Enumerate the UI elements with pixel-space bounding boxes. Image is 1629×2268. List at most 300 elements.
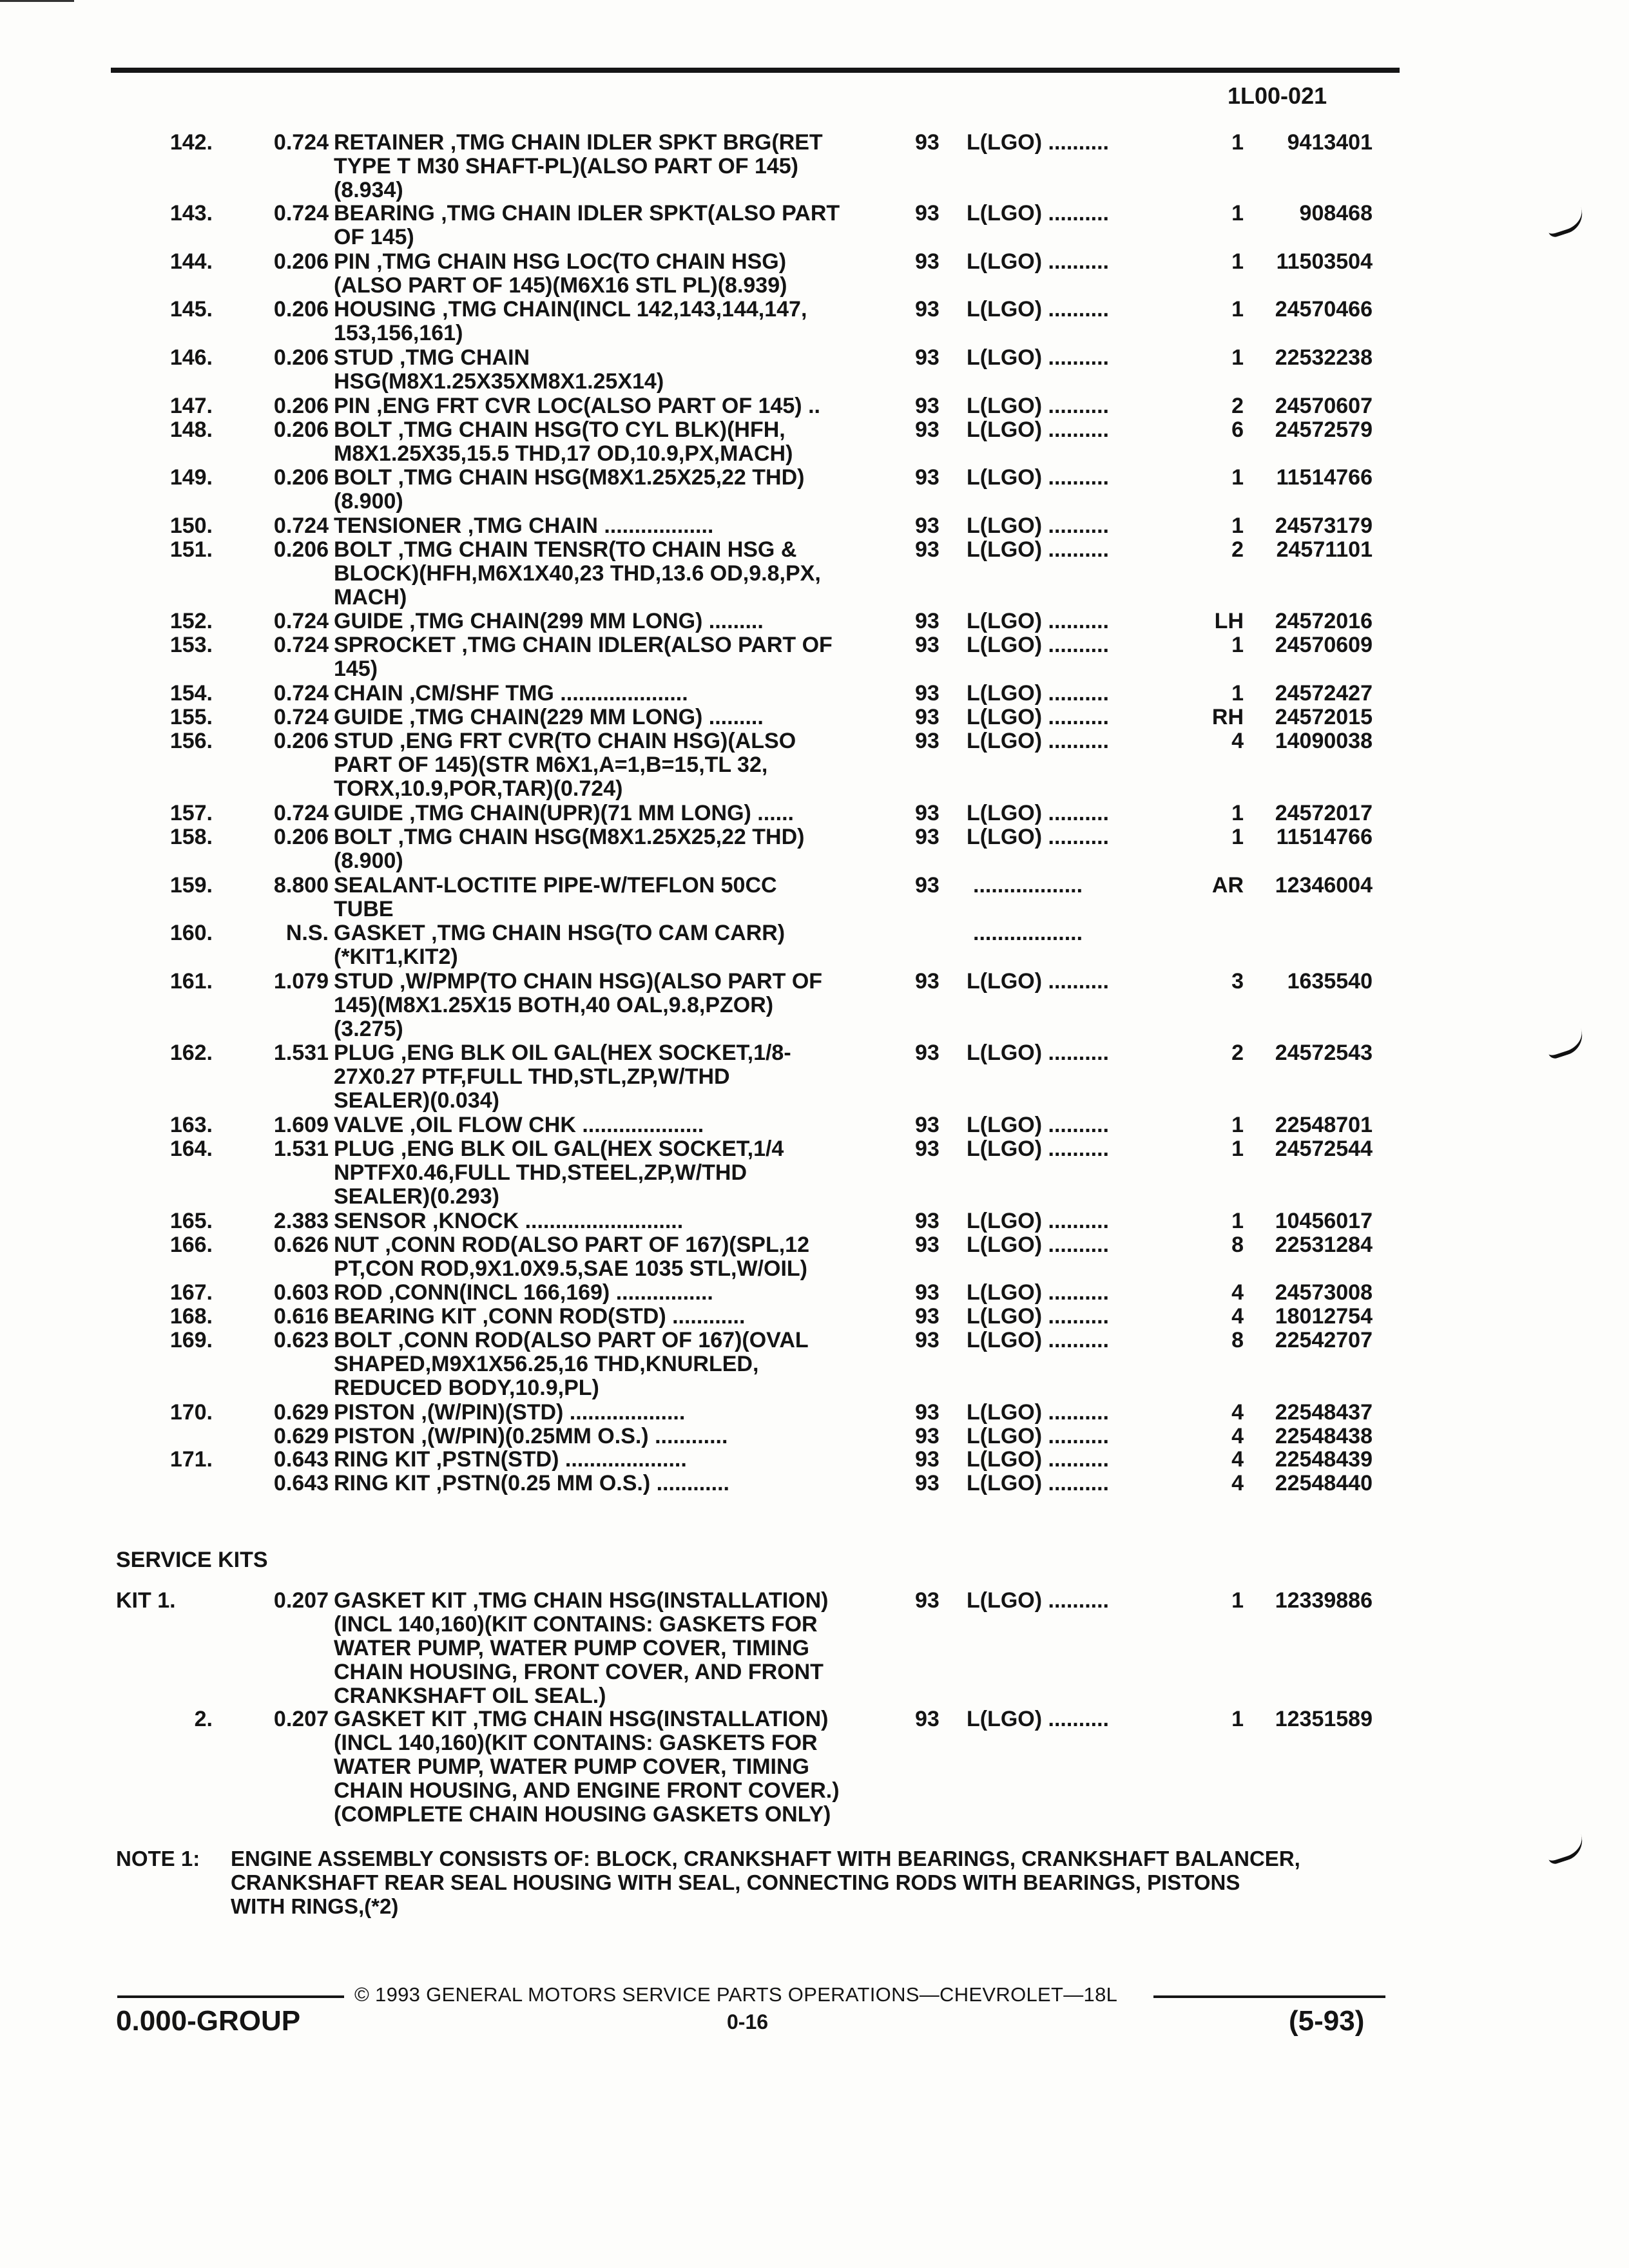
part-number: 9413401 <box>1287 130 1373 155</box>
description-line: 145)(M8X1.25X15 BOTH,40 OAL,9.8,PZOR) <box>334 993 774 1017</box>
quantity: RH <box>1211 705 1244 729</box>
item-number: 162. <box>169 1041 213 1065</box>
description-line: SENSOR ,KNOCK .......................... <box>334 1209 684 1233</box>
model-year: 93 <box>915 873 940 898</box>
item-number: 169. <box>169 1328 213 1352</box>
footer-rule-right <box>1153 1995 1385 1998</box>
item-number: 151. <box>169 537 213 562</box>
engine-code: L(LGO) .......... <box>967 1447 1109 1472</box>
part-number: 11514766 <box>1276 465 1373 490</box>
quantity: 8 <box>1231 1233 1244 1257</box>
engine-code: L(LGO) .......... <box>967 1209 1109 1233</box>
group-code-value: 8.800 <box>273 873 329 898</box>
quantity: 1 <box>1231 465 1244 490</box>
engine-code: L(LGO) .......... <box>967 1113 1109 1137</box>
model-year: 93 <box>915 1447 940 1472</box>
item-number: 155. <box>169 705 213 729</box>
description-line: PISTON ,(W/PIN)(0.25MM O.S.) ............ <box>334 1424 728 1448</box>
model-year: 93 <box>915 1400 940 1425</box>
description-line: CHAIN ,CM/SHF TMG ..................... <box>334 681 688 706</box>
description-line: GUIDE ,TMG CHAIN(299 MM LONG) ......... <box>334 609 764 633</box>
quantity: 8 <box>1231 1328 1244 1352</box>
revision-date: (5-93) <box>1289 2005 1365 2037</box>
part-number: 24572544 <box>1275 1137 1373 1161</box>
part-number: 12339886 <box>1275 1588 1373 1613</box>
engine-code: L(LGO) .......... <box>967 345 1109 370</box>
group-code-value: 0.206 <box>273 249 329 274</box>
quantity: LH <box>1214 609 1244 633</box>
description <box>334 131 823 202</box>
quantity: 4 <box>1231 1447 1244 1472</box>
description <box>334 970 822 1041</box>
description-line: VALVE ,OIL FLOW CHK .................... <box>334 1113 704 1137</box>
model-year: 93 <box>915 1209 940 1233</box>
item-number: 147. <box>169 394 213 418</box>
engine-code: L(LGO) .......... <box>967 1707 1109 1731</box>
group-code-value: N.S. <box>285 921 329 945</box>
quantity: 1 <box>1231 681 1244 706</box>
engine-code: L(LGO) .......... <box>967 297 1109 322</box>
group-code: 0.000-GROUP <box>116 2005 301 2037</box>
item-number: 144. <box>169 249 213 274</box>
part-number: 18012754 <box>1275 1304 1373 1329</box>
model-year: 93 <box>915 1588 940 1613</box>
description-line: 27X0.27 PTF,FULL THD,STL,ZP,W/THD <box>334 1064 730 1089</box>
description-line: (8.934) <box>334 178 403 202</box>
item-number: 146. <box>169 345 213 370</box>
description-line: CRANKSHAFT OIL SEAL.) <box>334 1684 606 1708</box>
part-number: 14090038 <box>1275 729 1373 753</box>
description-line: HOUSING ,TMG CHAIN(INCL 142,143,144,147, <box>334 297 807 322</box>
model-year: 93 <box>915 825 940 849</box>
part-number: 12346004 <box>1275 873 1373 898</box>
item-number: 152. <box>169 609 213 633</box>
description <box>334 1041 791 1113</box>
description-line: GASKET ,TMG CHAIN HSG(TO CAM CARR) <box>334 921 786 945</box>
description <box>334 1113 704 1137</box>
description <box>334 1305 745 1329</box>
description-line: GASKET KIT ,TMG CHAIN HSG(INSTALLATION) <box>334 1707 829 1731</box>
kit-number: KIT 1. <box>116 1588 176 1613</box>
description-line: BOLT ,TMG CHAIN HSG(M8X1.25X25,22 THD) <box>334 825 805 849</box>
model-year: 93 <box>915 1328 940 1352</box>
model-year: 93 <box>915 1424 940 1448</box>
group-code-value: 0.724 <box>273 201 329 226</box>
description-line: PLUG ,ENG BLK OIL GAL(HEX SOCKET,1/8- <box>334 1041 791 1065</box>
model-year: 93 <box>915 1304 940 1329</box>
part-number: 908468 <box>1299 201 1373 226</box>
item-number: 142. <box>169 130 213 155</box>
description <box>334 1401 685 1425</box>
quantity: AR <box>1211 873 1244 898</box>
description-line: (ALSO PART OF 145)(M6X16 STL PL)(8.939) <box>334 273 787 298</box>
description-line: TYPE T M30 SHAFT-PL)(ALSO PART OF 145) <box>334 154 798 178</box>
description-line: GASKET KIT ,TMG CHAIN HSG(INSTALLATION) <box>334 1588 829 1613</box>
description-line: HSG(M8X1.25X35XM8X1.25X14) <box>334 369 664 394</box>
group-code-value: 0.724 <box>273 514 329 538</box>
model-year: 93 <box>915 514 940 538</box>
engine-code: L(LGO) .......... <box>967 1280 1109 1305</box>
note-label: NOTE 1: <box>116 1847 200 1870</box>
description-line: (*KIT1,KIT2) <box>334 945 458 969</box>
description <box>334 874 777 921</box>
description-line: RETAINER ,TMG CHAIN IDLER SPKT BRG(RET <box>334 130 823 155</box>
quantity: 4 <box>1231 1424 1244 1448</box>
description-line: TUBE <box>334 897 394 921</box>
description <box>334 1281 713 1305</box>
item-number: 150. <box>169 514 213 538</box>
description <box>334 202 840 249</box>
description-line: STUD ,W/PMP(TO CHAIN HSG)(ALSO PART OF <box>334 969 823 994</box>
item-number: 148. <box>169 418 213 442</box>
note-line: ENGINE ASSEMBLY CONSISTS OF: BLOCK, CRANKSHAFT WITH BEARINGS, CRANKSHAFT BALANCER, <box>231 1847 1300 1870</box>
group-code-value: 0.626 <box>273 1233 329 1257</box>
group-code-value: 0.643 <box>273 1471 329 1495</box>
description-line: PIN ,ENG FRT CVR LOC(ALSO PART OF 145) .. <box>334 394 820 418</box>
group-code-value: 0.643 <box>273 1447 329 1472</box>
description-line: BOLT ,TMG CHAIN HSG(TO CYL BLK)(HFH, <box>334 418 786 442</box>
engine-code: L(LGO) .......... <box>967 1304 1109 1329</box>
quantity: 1 <box>1231 825 1244 849</box>
description-line: MACH) <box>334 585 407 610</box>
part-number: 24570466 <box>1275 297 1373 322</box>
quantity: 1 <box>1231 297 1244 322</box>
engine-code: L(LGO) .......... <box>967 729 1109 753</box>
model-year: 93 <box>915 705 940 729</box>
description <box>334 825 805 873</box>
description-line: PISTON ,(W/PIN)(STD) ................... <box>334 1400 686 1425</box>
group-code-value: 0.206 <box>273 345 329 370</box>
part-number: 22548701 <box>1275 1113 1373 1137</box>
note-text <box>231 1847 1300 1918</box>
group-code-value: 0.603 <box>273 1280 329 1305</box>
group-code-value: 0.206 <box>273 729 329 753</box>
item-number: 167. <box>169 1280 213 1305</box>
description-line: WATER PUMP, WATER PUMP COVER, TIMING <box>334 1754 809 1779</box>
group-code-value: 0.206 <box>273 297 329 322</box>
description-line: ROD ,CONN(INCL 166,169) ................ <box>334 1280 713 1305</box>
group-code-value: 0.724 <box>273 633 329 657</box>
item-number: 165. <box>169 1209 213 1233</box>
model-year: 93 <box>915 681 940 706</box>
group-code-value: 0.623 <box>273 1328 329 1352</box>
quantity: 4 <box>1231 1304 1244 1329</box>
model-year: 93 <box>915 1471 940 1495</box>
item-number: 168. <box>169 1304 213 1329</box>
description-line: STUD ,TMG CHAIN <box>334 345 530 370</box>
group-code-value: 0.724 <box>273 609 329 633</box>
group-code-value: 1.609 <box>273 1113 329 1137</box>
model-year: 93 <box>915 394 940 418</box>
quantity: 1 <box>1231 130 1244 155</box>
description-line: SEALER)(0.293) <box>334 1184 499 1209</box>
group-code-value: 0.206 <box>273 418 329 442</box>
description <box>334 1209 683 1233</box>
description-line: REDUCED BODY,10.9,PL) <box>334 1376 599 1400</box>
part-number: 24570607 <box>1275 394 1373 418</box>
quantity: 1 <box>1231 249 1244 274</box>
part-number: 24573008 <box>1275 1280 1373 1305</box>
model-year: 93 <box>915 1137 940 1161</box>
model-year: 93 <box>915 1707 940 1731</box>
quantity: 2 <box>1231 537 1244 562</box>
model-year: 93 <box>915 801 940 825</box>
description-line: NPTFX0.46,FULL THD,STEEL,ZP,W/THD <box>334 1160 747 1185</box>
quantity: 1 <box>1231 1588 1244 1613</box>
group-code-value: 0.206 <box>273 537 329 562</box>
part-number: 1635540 <box>1287 969 1373 994</box>
description-line: BEARING KIT ,CONN ROD(STD) ............ <box>334 1304 746 1329</box>
page-code: 1L00-021 <box>1228 82 1327 109</box>
group-code-value: 1.079 <box>273 969 329 994</box>
model-year: 93 <box>915 418 940 442</box>
quantity: 4 <box>1231 1280 1244 1305</box>
model-year: 93 <box>915 537 940 562</box>
part-number: 24572579 <box>1275 418 1373 442</box>
engine-code: .................. <box>973 873 1083 898</box>
engine-code: L(LGO) .......... <box>967 1328 1109 1352</box>
quantity: 4 <box>1231 729 1244 753</box>
description <box>334 1448 687 1472</box>
engine-code: L(LGO) .......... <box>967 1041 1109 1065</box>
description-line: (INCL 140,160)(KIT CONTAINS: GASKETS FOR <box>334 1612 818 1637</box>
part-number: 10456017 <box>1275 1209 1373 1233</box>
description-line: GUIDE ,TMG CHAIN(229 MM LONG) ......... <box>334 705 764 729</box>
description-line: CHAIN HOUSING, FRONT COVER, AND FRONT <box>334 1660 824 1684</box>
description-line: BEARING ,TMG CHAIN IDLER SPKT(ALSO PART <box>334 201 840 226</box>
description <box>334 466 805 514</box>
group-code-value: 1.531 <box>273 1041 329 1065</box>
service-kits-heading: SERVICE KITS <box>116 1548 268 1572</box>
description-line: WATER PUMP, WATER PUMP COVER, TIMING <box>334 1636 809 1660</box>
description-line: RING KIT ,PSTN(STD) .................... <box>334 1447 687 1472</box>
item-number: 156. <box>169 729 213 753</box>
group-code-value: 0.207 <box>273 1707 329 1731</box>
model-year: 93 <box>915 969 940 994</box>
engine-code: L(LGO) .......... <box>967 1471 1109 1495</box>
description <box>334 1233 809 1281</box>
description <box>334 729 796 801</box>
group-code-value: 0.206 <box>273 825 329 849</box>
part-number: 24572015 <box>1275 705 1373 729</box>
description <box>334 298 807 345</box>
item-number: 164. <box>169 1137 213 1161</box>
description-line: NUT ,CONN ROD(ALSO PART OF 167)(SPL,12 <box>334 1233 809 1257</box>
engine-code: L(LGO) .......... <box>967 514 1109 538</box>
engine-code: L(LGO) .......... <box>967 1233 1109 1257</box>
item-number: 145. <box>169 297 213 322</box>
engine-code: L(LGO) .......... <box>967 201 1109 226</box>
group-code-value: 1.531 <box>273 1137 329 1161</box>
engine-code: L(LGO) .......... <box>967 465 1109 490</box>
description-line: SPROCKET ,TMG CHAIN IDLER(ALSO PART OF <box>334 633 833 657</box>
engine-code: L(LGO) .......... <box>967 394 1109 418</box>
item-number: 143. <box>169 201 213 226</box>
engine-code: L(LGO) .......... <box>967 801 1109 825</box>
description-line: BOLT ,TMG CHAIN TENSR(TO CHAIN HSG & <box>334 537 797 562</box>
item-number: 171. <box>169 1447 213 1472</box>
quantity: 1 <box>1231 1707 1244 1731</box>
description-line: (INCL 140,160)(KIT CONTAINS: GASKETS FOR <box>334 1731 818 1755</box>
part-number: 22531284 <box>1275 1233 1373 1257</box>
description <box>334 250 787 298</box>
note-line: CRANKSHAFT REAR SEAL HOUSING WITH SEAL, CONNECTING RODS WITH BEARINGS, PISTONS <box>231 1870 1240 1894</box>
item-number: 149. <box>169 465 213 490</box>
description-line: (8.900) <box>334 849 403 873</box>
quantity: 1 <box>1231 1113 1244 1137</box>
group-code-value: 0.616 <box>273 1304 329 1329</box>
description-line: BOLT ,TMG CHAIN HSG(M8X1.25X25,22 THD) <box>334 465 805 490</box>
engine-code: L(LGO) .......... <box>967 609 1109 633</box>
model-year: 93 <box>915 729 940 753</box>
engine-code: L(LGO) .......... <box>967 633 1109 657</box>
group-code-value: 0.724 <box>273 681 329 706</box>
part-number: 24572427 <box>1275 681 1373 706</box>
description-line: SHAPED,M9X1X56.25,16 THD,KNURLED, <box>334 1352 759 1376</box>
note-line: WITH RINGS,(*2) <box>231 1894 399 1918</box>
description-line: BOLT ,CONN ROD(ALSO PART OF 167)(OVAL <box>334 1328 809 1352</box>
quantity: 3 <box>1231 969 1244 994</box>
engine-code: L(LGO) .......... <box>967 418 1109 442</box>
item-number: 160. <box>169 921 213 945</box>
engine-code: L(LGO) .......... <box>967 537 1109 562</box>
description-line: CHAIN HOUSING, AND ENGINE FRONT COVER.) <box>334 1778 840 1803</box>
part-number: 24573179 <box>1275 514 1373 538</box>
description <box>334 346 664 394</box>
model-year: 93 <box>915 1041 940 1065</box>
description-line: PLUG ,ENG BLK OIL GAL(HEX SOCKET,1/4 <box>334 1137 784 1161</box>
part-number: 24572543 <box>1275 1041 1373 1065</box>
model-year: 93 <box>915 465 940 490</box>
part-number: 22548438 <box>1275 1424 1373 1448</box>
engine-code: .................. <box>973 921 1083 945</box>
item-number: 170. <box>169 1400 213 1425</box>
part-number: 11514766 <box>1276 825 1373 849</box>
model-year: 93 <box>915 201 940 226</box>
part-number: 24572017 <box>1275 801 1373 825</box>
group-code-value: 0.724 <box>273 705 329 729</box>
quantity: 1 <box>1231 514 1244 538</box>
quantity: 1 <box>1231 1209 1244 1233</box>
group-code-value: 0.206 <box>273 394 329 418</box>
item-number: 154. <box>169 681 213 706</box>
quantity: 6 <box>1231 418 1244 442</box>
quantity: 1 <box>1231 633 1244 657</box>
engine-code: L(LGO) .......... <box>967 705 1109 729</box>
description-line: TORX,10.9,POR,TAR)(0.724) <box>334 776 623 801</box>
item-number: 161. <box>169 969 213 994</box>
description <box>334 514 713 538</box>
description-line: 145) <box>334 657 378 681</box>
quantity: 1 <box>1231 201 1244 226</box>
item-number: 157. <box>169 801 213 825</box>
item-number: 153. <box>169 633 213 657</box>
model-year: 93 <box>915 249 940 274</box>
part-number: 12351589 <box>1275 1707 1373 1731</box>
part-number: 22548437 <box>1275 1400 1373 1425</box>
model-year: 93 <box>915 633 940 657</box>
description-line: OF 145) <box>334 225 414 249</box>
description-line: STUD ,ENG FRT CVR(TO CHAIN HSG)(ALSO <box>334 729 796 753</box>
description <box>334 802 794 825</box>
quantity: 1 <box>1231 1137 1244 1161</box>
description <box>334 418 793 466</box>
description-line: TENSIONER ,TMG CHAIN .................. <box>334 514 714 538</box>
engine-code: L(LGO) .......... <box>967 969 1109 994</box>
group-code-value: 0.724 <box>273 130 329 155</box>
description <box>334 1472 729 1495</box>
engine-code: L(LGO) .......... <box>967 130 1109 155</box>
description-line: BLOCK)(HFH,M6X1X40,23 THD,13.6 OD,9.8,PX, <box>334 561 821 586</box>
model-year: 93 <box>915 1280 940 1305</box>
item-number: 159. <box>169 873 213 898</box>
engine-code: L(LGO) .......... <box>967 681 1109 706</box>
description-line: SEALER)(0.034) <box>334 1088 499 1113</box>
copyright-text: © 1993 GENERAL MOTORS SERVICE PARTS OPERATIONS—CHEVROLET—18L <box>354 1983 1118 2006</box>
description <box>334 682 688 706</box>
description <box>334 394 820 418</box>
engine-code: L(LGO) .......... <box>967 1400 1109 1425</box>
part-number: 24571101 <box>1276 537 1373 562</box>
description-line: RING KIT ,PSTN(0.25 MM O.S.) ............ <box>334 1471 729 1495</box>
part-number: 22548439 <box>1275 1447 1373 1472</box>
description <box>334 610 764 633</box>
description <box>334 1425 728 1448</box>
description-line: GUIDE ,TMG CHAIN(UPR)(71 MM LONG) ...... <box>334 801 794 825</box>
description-line: PART OF 145)(STR M6X1,A=1,B=15,TL 32, <box>334 753 768 777</box>
part-number: 22532238 <box>1275 345 1373 370</box>
model-year: 93 <box>915 345 940 370</box>
kit-number: 2. <box>194 1707 213 1731</box>
engine-code: L(LGO) .......... <box>967 1424 1109 1448</box>
quantity: 4 <box>1231 1471 1244 1495</box>
group-code-value: 0.629 <box>273 1424 329 1448</box>
group-code-value: 0.206 <box>273 465 329 490</box>
engine-code: L(LGO) .......... <box>967 249 1109 274</box>
model-year: 93 <box>915 297 940 322</box>
description <box>334 1589 828 1708</box>
part-number: 22542707 <box>1275 1328 1373 1352</box>
model-year: 93 <box>915 130 940 155</box>
quantity: 1 <box>1231 345 1244 370</box>
group-code-value: 2.383 <box>273 1209 329 1233</box>
quantity: 1 <box>1231 801 1244 825</box>
description <box>334 706 764 729</box>
engine-code: L(LGO) .......... <box>967 1588 1109 1613</box>
model-year: 93 <box>915 1113 940 1137</box>
description-line: (COMPLETE CHAIN HOUSING GASKETS ONLY) <box>334 1802 831 1827</box>
footer-rule-left <box>117 1995 344 1998</box>
group-code-value: 0.724 <box>273 801 329 825</box>
description-line: (8.900) <box>334 489 403 514</box>
item-number: 166. <box>169 1233 213 1257</box>
item-number: 158. <box>169 825 213 849</box>
description <box>334 633 833 681</box>
item-number: 163. <box>169 1113 213 1137</box>
description-line: SEALANT-LOCTITE PIPE-W/TEFLON 50CC <box>334 873 777 898</box>
quantity: 2 <box>1231 1041 1244 1065</box>
group-code-value: 0.207 <box>273 1588 329 1613</box>
engine-code: L(LGO) .......... <box>967 1137 1109 1161</box>
part-number: 22548440 <box>1275 1471 1373 1495</box>
description-line: PT,CON ROD,9X1.0X9.5,SAE 1035 STL,W/OIL) <box>334 1256 807 1281</box>
page-number: 0-16 <box>727 2010 769 2033</box>
engine-code: L(LGO) .......... <box>967 825 1109 849</box>
description-line: M8X1.25X35,15.5 THD,17 OD,10.9,PX,MACH) <box>334 441 793 466</box>
part-number: 11503504 <box>1276 249 1373 274</box>
model-year: 93 <box>915 609 940 633</box>
description-line: 153,156,161) <box>334 321 463 345</box>
